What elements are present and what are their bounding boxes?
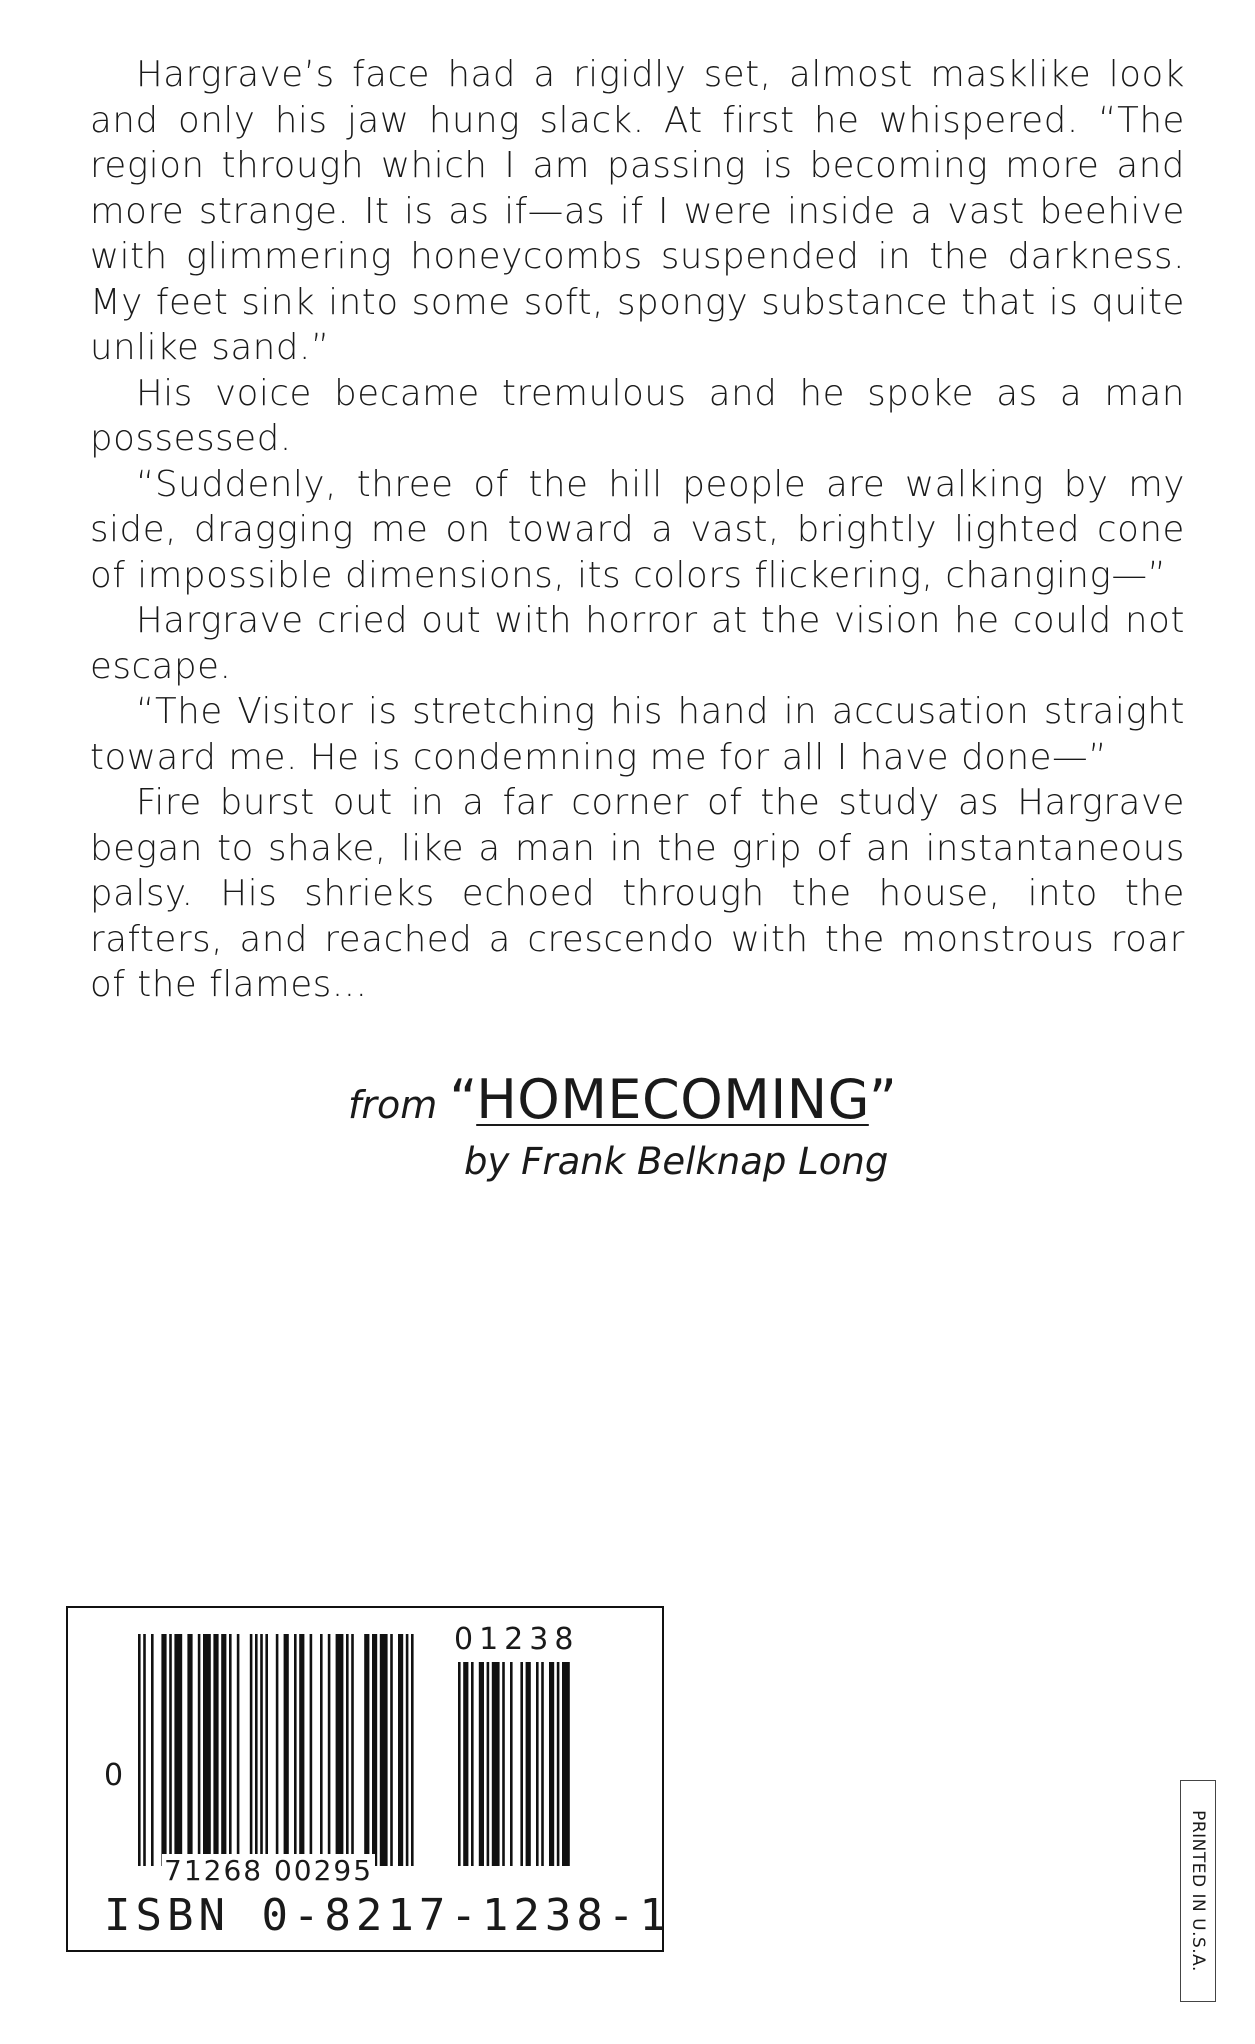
isbn-number: ISBN 0-8217-1238-1 [104, 1890, 671, 1941]
story-title: HOMECOMING [476, 1068, 869, 1131]
barcode-box [66, 1606, 671, 1952]
paragraph-3: “Suddenly, three of the hill people are walking by my side, dragging me on toward a vast, brightly lighted cone of impossible dimensions, its colors flickering, changing—” [90, 463, 1185, 596]
attribution-author: by Frank Belknap Long [464, 1140, 889, 1183]
supplement-barcode [458, 1662, 590, 1866]
excerpt-text [90, 52, 1185, 1008]
printed-in-usa-label: PRINTED IN U.S.A. [1180, 1780, 1216, 2002]
attribution-title-line: from “HOMECOMING” [348, 1068, 898, 1131]
paragraph-1: Hargrave’s face had a rigidly set, almost masklike look and only his jaw hung slack. At first he whispered. “The region through which I am passing is becoming more and more strange. It is as if—as if I were inside a vast beehive with glimmering honeycombs suspended in the darkness. My feet sink into some soft, spongy substance that is quite unlike sand.” [90, 54, 1185, 368]
paragraph-2: His voice became tremulous and he spoke as a man possessed. [90, 372, 1185, 459]
barcode-leading-digit: 0 [104, 1758, 124, 1793]
attribution-from: from [348, 1083, 438, 1127]
paragraph-6: Fire burst out in a far corner of the study as Hargrave began to shake, like a man in the grip of an instantaneous palsy. His shrieks echoed through the house, into the rafters, and reached a crescendo with the monstrous roar of the flames... [90, 782, 1185, 1005]
paragraph-5: “The Visitor is stretching his hand in accusation straight toward me. He is condemning me for all I have done—” [90, 691, 1185, 778]
upc-barcode [138, 1634, 498, 1866]
barcode-main-number: 71268 00295 [164, 1854, 374, 1887]
barcode-supplement-number: 01238 [454, 1622, 580, 1657]
paragraph-4: Hargrave cried out with horror at the vision he could not escape. [90, 600, 1185, 687]
